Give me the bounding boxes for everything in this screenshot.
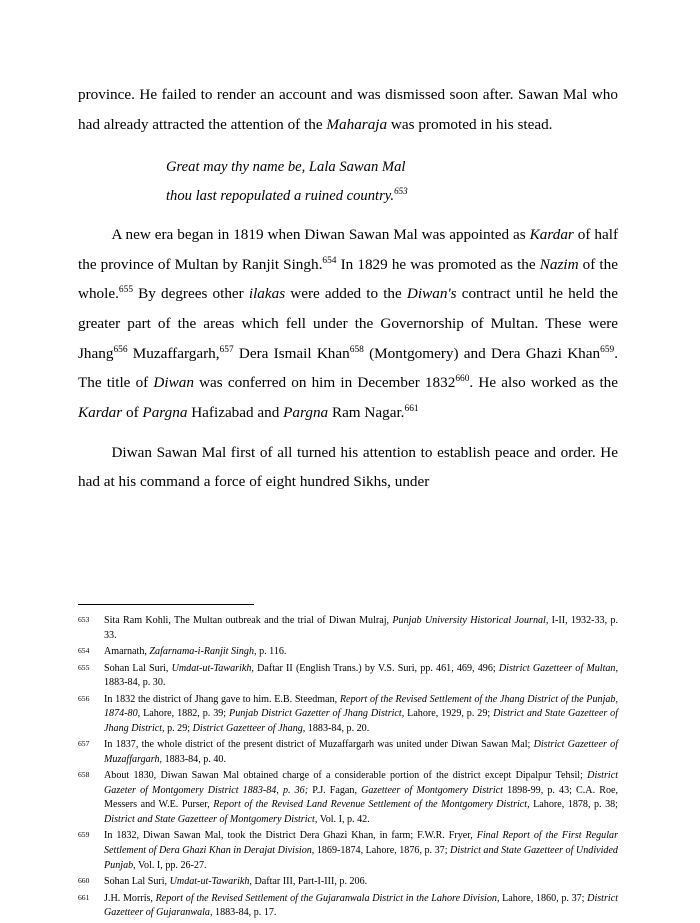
footnote-text: Sohan Lal Suri, Umdat-ut-Tawarikh, Daftar II (English Trans.) by V.S. Suri, pp. 461, 469, 496; District Gazetteer of Multan, 1883-84, p. 30. [104,662,618,689]
italic-text: Report of the Revised Settlement of the Jhang District of the Punjab, 1874-80, [104,693,618,720]
italic-text: Maharaja [326,115,388,133]
footnote-reference[interactable]: 654 [322,255,337,266]
italic-text: ilakas [248,285,286,303]
footnote-number: 657 [78,739,90,749]
italic-text: District and State Gazetteer of Undivided Punjab [104,844,618,871]
italic-text: District and State Gazetteer of Montgomery District, [104,813,318,825]
footnote-item [78,738,618,767]
footnote-reference[interactable]: 658 [349,344,364,355]
footnote-reference[interactable]: 657 [219,344,234,355]
footnote-reference[interactable]: 653 [394,185,408,196]
paragraph: A new era began in 1819 when Diwan Sawan Mal was appointed as Kardar of half the province of Multan by Ranjit Singh.$^{654}$ In 1829 he was promoted as the Nazim of the whole.$^{655}$ By degrees other ilakas were added to the Diwan's contract until he held the greater part of the areas which fell under the Governorship of Multan. These were Jhang$^{656}$ Muzaffargarh,$^{657}$ Dera Ismail Khan$^{658}$ (Montgomery) and Dera Ghazi Khan$^{659}$. The title of Diwan was conferred on him in December 1832$^{660}$. He also worked as the Kardar of Pargna Hafizabad and Pargna Ram Nagar.$^{661}$ [78,226,619,422]
footnote-number: 653 [78,615,90,624]
footnote-reference[interactable]: 661 [404,403,419,414]
italic-text: Zafarnama-i-Ranjit Singh [149,646,255,658]
footnote-item [78,693,618,737]
italic-text: District Gazetteer of Gujaranwala, [104,892,618,919]
footnote-reference[interactable]: 659 [600,344,615,355]
footnote-text: About 1830, Diwan Sawan Mal obtained charge of a considerable portion of the district except Dipalpur Tehsil; District Gazeter of Montgomery District 1883-84, p. 36; P.J. Fagan, Gazetteer of Montgomery District 1898-99, p. 43; C.A. Roe, Messers and W.E. Purser, Report of the Revised Land Revenue Settlement of the Montgomery District, Lahore, 1878, p. 38; District and State Gazetteer of Montgomery District, Vol. I, p. 42. [104,770,618,825]
footnote-text: Sita Ram Kohli, The Multan outbreak and the trial of Diwan Mulraj, Punjab University Historical Journal, I-II, 1932-33, p. 33. [104,615,618,641]
footnote-text: Amarnath, Zafarnama-i-Ranjit Singh, p. 116. [104,646,287,658]
footnote-text: In 1832, Diwan Sawan Mal, took the District Dera Ghazi Khan, in farm; F.W.R. Fryer, Final Report of the First Regular Settlement of Dera Ghazi Khan in Derajat Division, 1869-1874, Lahore, 1876, p. 37; District and State Gazetteer of Undivided Punjab, Vol. I, pp. 26-27. [104,830,618,871]
italic-text: thou last repopulated a ruined country. [166,187,395,204]
italic-text: District Gazetteer of Multan, [498,662,618,674]
footnote-item [78,769,618,827]
footnote-number: 655 [78,662,90,672]
italic-text: Pargna [283,404,329,422]
footnote-number: 661 [78,892,90,902]
footnote-number: 654 [78,646,90,656]
italic-text: Final Report of the First Regular Settlement of Dera Ghazi Khan in Derajat Division, [104,830,618,856]
verse-quote [78,153,618,210]
footnote-item [78,662,618,691]
italic-text: District Gazeter of Montgomery District 1883-84, p. 36; [104,770,618,796]
italic-text: District Gazetteer of Jhang, [192,722,306,734]
footnote-item [78,875,618,890]
paragraph-spacer [78,428,618,438]
footnote-item [78,614,618,643]
verse-line [166,153,618,181]
italic-text: Pargna [142,404,188,422]
italic-text: District Gazetteer of Muzaffargarh, [104,739,619,765]
italic-text: Nazim [539,255,579,273]
italic-text: Diwan [153,374,194,392]
footnote-reference[interactable]: 660 [455,374,470,385]
italic-text: Umdat-ut-Tawarikh, [171,662,254,674]
italic-text: Report of the Revised Land Revenue Settlement of the Montgomery District, [213,799,530,811]
italic-text: Kardar [529,226,574,244]
paragraph: province. He failed to render an account and was dismissed soon after. Sawan Mal who had already attracted the attention of the Maharaja was promoted in his stead. [78,86,618,133]
main-text-column [78,80,618,497]
footnote-text: In 1837, the whole district of the present district of Muzaffargarh was united under Diwan Sawan Mal; District Gazetteer of Muzaffargarh, 1883-84, p. 40. [104,739,619,765]
footnote-item [78,645,618,660]
footnote-separator-rule [78,604,254,605]
footnote-number: 659 [78,830,90,840]
footnote-number: 656 [78,693,90,703]
footnote-number: 658 [78,770,90,780]
footnote-item [78,892,618,921]
italic-text: Report of the Revised Settlement of the Gujaranwala District in the Lahore Division [155,892,497,904]
italic-text: Great may thy name be, Lala Sawan Mal [166,159,406,176]
footnote-text: Sohan Lal Suri, Umdat-ut-Tawarikh, Daftar III, Part-I-III, p. 206. [104,876,368,888]
footnote-item [78,829,618,873]
italic-text: Umdat-ut-Tawarikh, [169,876,252,888]
italic-text: Diwan's [406,285,457,303]
footnote-reference[interactable]: 656 [113,344,128,355]
italic-text: Gazetteer of Montgomery District [361,784,503,796]
footnote-list [78,614,618,921]
footnotes-section [78,604,618,923]
verse-line [166,182,618,210]
footnote-reference[interactable]: 655 [118,285,134,296]
italic-text: Punjab District Gazetter of Jhang District, [229,708,405,720]
footnote-text: J.H. Morris, Report of the Revised Settlement of the Gujaranwala District in the Lahore Division, Lahore, 1860, p. 37; District Gazetteer of Gujaranwala, 1883-84, p. 17. [104,892,618,919]
italic-text: Kardar [78,404,123,422]
italic-text: District and State Gazetteer of Jhang District, [104,708,619,734]
italic-text: Punjab University Historical Journal, [392,615,549,626]
footnote-text: In 1832 the district of Jhang gave to him. E.B. Steedman, Report of the Revised Settlement of the Jhang District of the Punjab, 1874-80, Lahore, 1882, p. 39; Punjab District Gazetter of Jhang District, Lahore, 1929, p. 29; District and State Gazetteer of Jhang District, p. 29; District Gazetteer of Jhang, 1883-84, p. 20. [104,693,619,734]
footnote-number: 660 [78,876,90,886]
paragraph: Diwan Sawan Mal first of all turned his attention to establish peace and order. He had at his command a force of eight hundred Sikhs, under [78,443,618,491]
